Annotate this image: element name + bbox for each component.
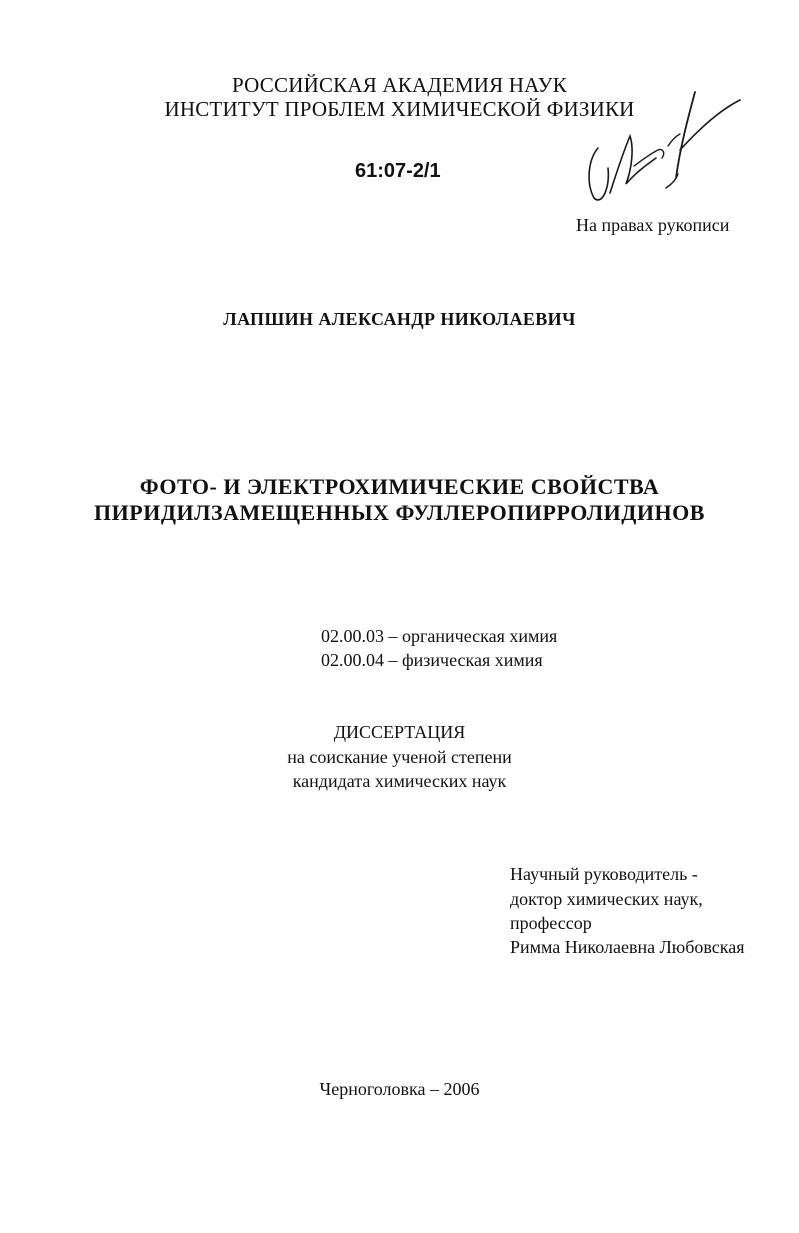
city-and-year: Черноголовка – 2006: [319, 1079, 480, 1099]
supervisor-name: Римма Николаевна Любовская: [510, 937, 745, 957]
dissertation-label: ДИССЕРТАЦИЯ: [333, 722, 466, 742]
supervisor-line-1: Научный руководитель -: [510, 864, 698, 884]
specialty-line-1: 02.00.03 – органическая химия: [321, 626, 558, 646]
catalog-code: 61:07-2/1: [355, 160, 441, 182]
institution-name-line1: РОССИЙСКАЯ АКАДЕМИЯ НАУК: [232, 73, 567, 97]
supervisor-line-2: доктор химических наук,: [510, 889, 703, 909]
dissertation-title-line1: ФОТО- И ЭЛЕКТРОХИМИЧЕСКИЕ СВОЙСТВА: [139, 474, 660, 499]
author-name: ЛАПШИН АЛЕКСАНДР НИКОЛАЕВИЧ: [223, 309, 576, 329]
manuscript-rights-note: На правах рукописи: [576, 215, 730, 235]
supervisor-line-3: профессор: [510, 913, 592, 933]
degree-line-2: кандидата химических наук: [292, 771, 507, 791]
handwritten-signature-icon: [580, 88, 750, 218]
dissertation-title-line2: ПИРИДИЛЗАМЕЩЕННЫХ ФУЛЛЕРОПИРРОЛИДИНОВ: [94, 500, 705, 525]
specialty-line-2: 02.00.04 – физическая химия: [321, 650, 543, 670]
institution-name-line2: ИНСТИТУТ ПРОБЛЕМ ХИМИЧЕСКОЙ ФИЗИКИ: [164, 97, 635, 121]
degree-line-1: на соискание ученой степени: [287, 747, 512, 767]
